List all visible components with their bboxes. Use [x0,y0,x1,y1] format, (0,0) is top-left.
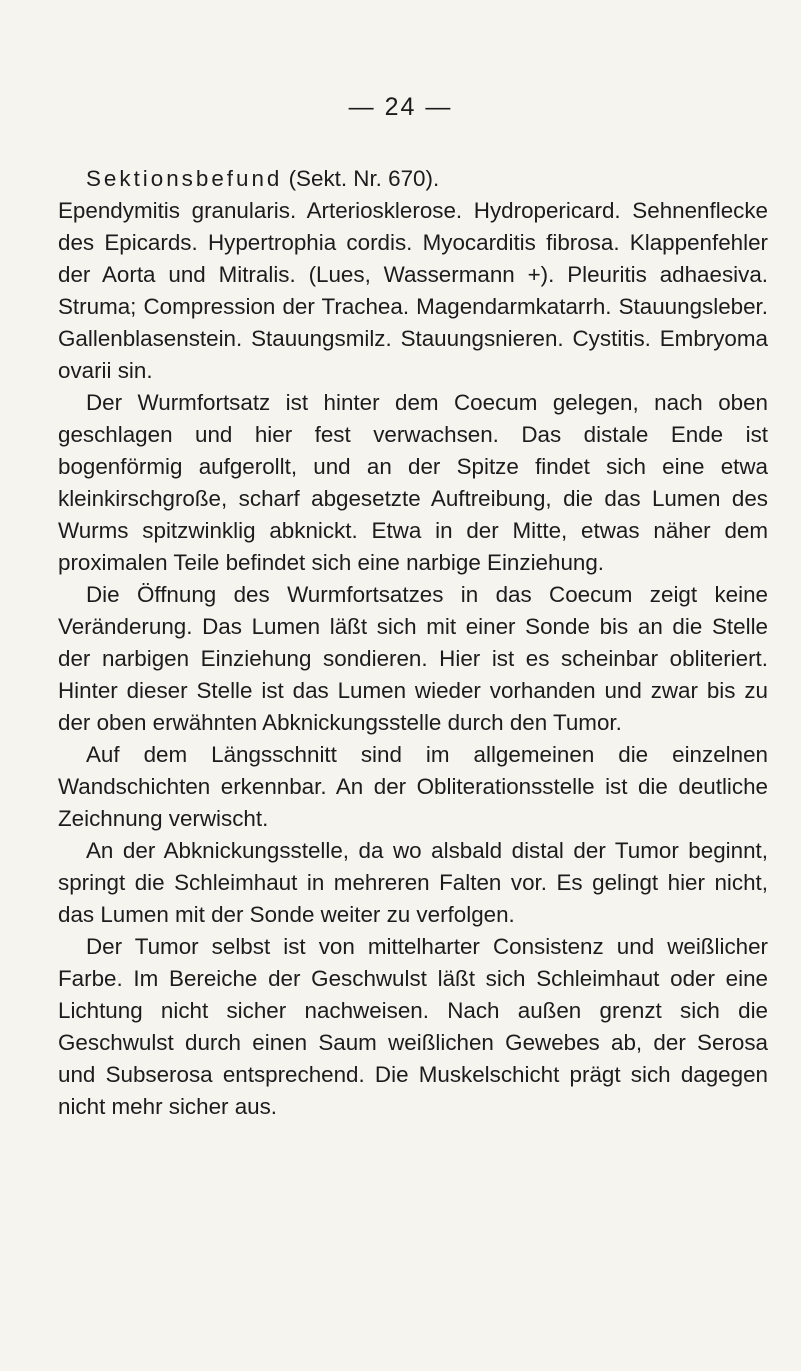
page-number: — 24 — [348,93,453,121]
paragraph-appendix-position: Der Wurmfortsatz ist hinter dem Coecum gelegen, nach oben geschlagen und hier fest verwachsen. Das distale Ende ist bogenförmig aufgerollt, und an der Spitze findet sich eine etwa kleinkirschgroße, scharf abgesetzte Auftreibung, die das Lumen des Wurms spitzwinklig abknickt. Etwa in der Mitte, etwas näher dem proximalen Teile befindet sich eine narbige Einziehung. [58,390,768,575]
paragraph-kink-site: An der Abknickungsstelle, da wo alsbald distal der Tumor beginnt, springt die Schleimhaut in mehreren Falten vor. Es gelingt hier nicht, das Lumen mit der Sonde weiter zu verfolgen. [58,838,768,927]
section-heading-number: (Sekt. Nr. 670). [282,166,440,191]
paragraph-appendix-opening: Die Öffnung des Wurmfortsatzes in das Coecum zeigt keine Veränderung. Das Lumen läßt sich mit einer Sonde bis an die Stelle der narbigen Einziehung sondieren. Hier ist es scheinbar obliteriert. Hinter dieser Stelle ist das Lumen wieder vorhanden und zwar bis zu der oben erwähnten Abknickungsstelle durch den Tumor. [58,582,768,735]
paragraph-autopsy-findings [58,163,768,387]
paragraph-tumor: Der Tumor selbst ist von mittelharter Consistenz und weißlicher Farbe. Im Bereiche der Geschwulst läßt sich Schleimhaut oder eine Lichtung nicht sicher nachweisen. Nach außen grenzt sich die Geschwulst durch einen Saum weißlichen Gewebes ab, der Serosa und Subserosa entsprechend. Die Muskelschicht prägt sich dagegen nicht mehr sicher aus. [58,934,768,1119]
section-heading: Sektionsbefund [86,166,283,191]
body-text [58,163,768,1123]
paragraph-longitudinal-section: Auf dem Längsschnitt sind im allgemeinen die einzelnen Wandschichten erkennbar. An der Obliterationsstelle ist die deutliche Zeichnung verwischt. [58,742,768,831]
paragraph-text: Ependymitis granularis. Arteriosklerose. Hydropericard. Sehnenflecke des Epicards. Hypertrophia cordis. Myocarditis fibrosa. Klappenfehler der Aorta und Mitralis. (Lues, Wassermann +). Pleuritis adhaesiva. Struma; Compression der Trachea. Magendarmkatarrh. Stauungsleber. Gallenblasenstein. Stauungsmilz. Stauungsnieren. Cystitis. Embryoma ovarii sin. [58,198,768,383]
